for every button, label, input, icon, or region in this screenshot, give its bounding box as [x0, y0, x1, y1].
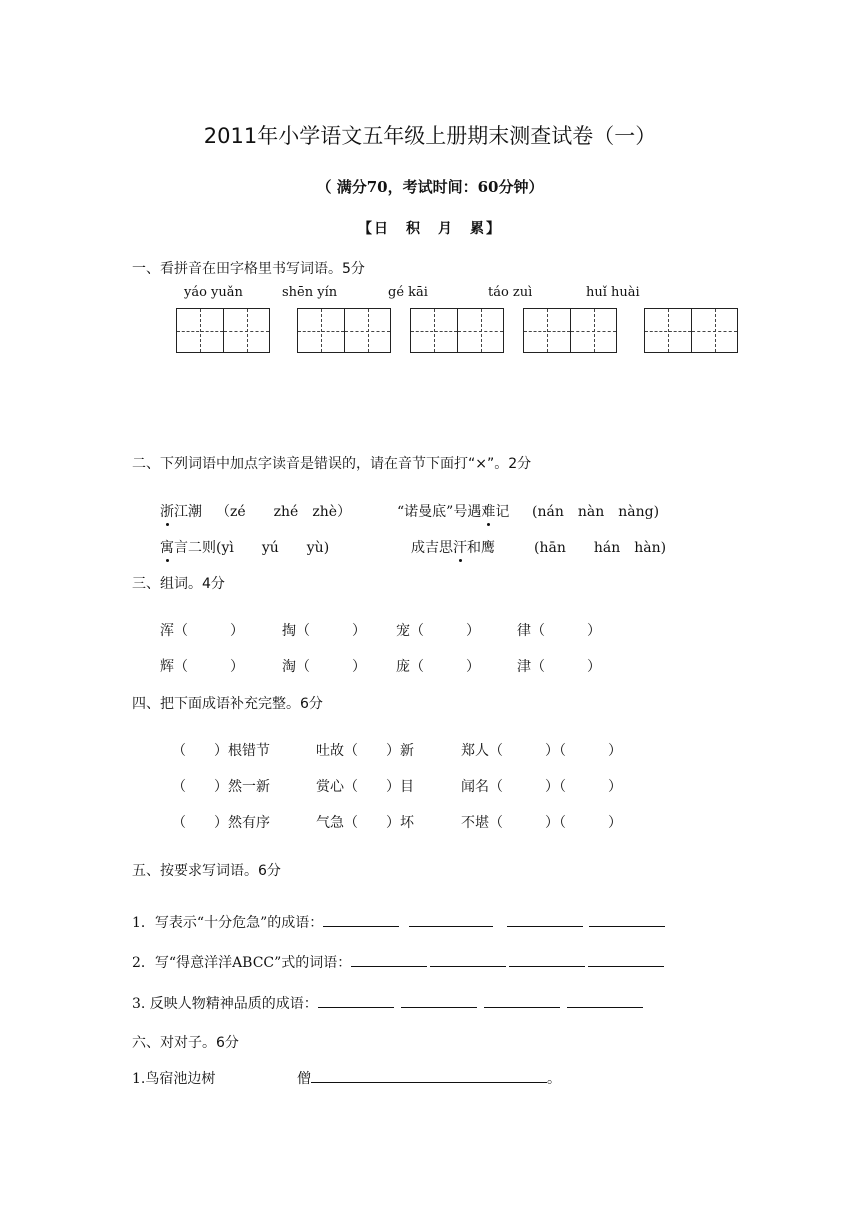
answer-blank[interactable]: [323, 914, 399, 927]
q3-item: 辉（ ）: [160, 659, 244, 675]
answer-blank[interactable]: [588, 954, 664, 967]
q2-item-4: 成吉思汗和鹰: [411, 537, 495, 557]
q4-item: 不堪（ ）（ ）: [461, 815, 622, 831]
q2-item-3-options: (yì yú yù): [216, 540, 330, 556]
q3-item: 宠（ ）: [396, 623, 480, 639]
q4-item: （ ）然一新: [172, 779, 270, 795]
tianzi-grid-4[interactable]: [523, 308, 617, 353]
tianzi-grid-5[interactable]: [644, 308, 738, 353]
q4-item: 闻名（ ）（ ）: [461, 779, 622, 795]
answer-blank[interactable]: [351, 954, 427, 967]
answer-blank[interactable]: [484, 995, 560, 1008]
pinyin-4: táo zuì: [488, 285, 533, 300]
section-1-heading: 一、看拼音在田字格里书写词语。5分: [132, 261, 365, 277]
q2-item-4-options: (hān hán hàn): [534, 540, 667, 556]
answer-blank[interactable]: [318, 995, 394, 1008]
q4-item: （ ）然有序: [172, 815, 270, 831]
q4-item: 郑人（ ）（ ）: [461, 743, 622, 759]
q3-item: 掏（ ）: [282, 623, 366, 639]
q2-item-1: 浙江潮: [160, 501, 202, 521]
q4-item: 吐故（ ）新: [316, 743, 414, 759]
q2-item-2: “诺曼底”号遇难记: [397, 501, 509, 521]
page-subtitle: （ 满分70，考试时间：60分钟）: [316, 178, 544, 196]
q4-item: 赏心（ ）目: [316, 779, 414, 795]
section-5-heading: 五、按要求写词语。6分: [132, 863, 281, 879]
q4-item: 气急（ ）坏: [316, 815, 414, 831]
tianzi-grid-2[interactable]: [297, 308, 391, 353]
q6-item-1-left: 1.鸟宿池边树: [132, 1071, 216, 1087]
q5-item-2: 2．写“得意洋洋ABCC”式的词语：: [132, 952, 664, 972]
q2-item-1-options: （zé zhé zhè）: [216, 504, 352, 520]
answer-blank[interactable]: [567, 995, 643, 1008]
q3-item: 律（ ）: [517, 623, 601, 639]
answer-blank[interactable]: [401, 995, 477, 1008]
q2-item-2-options: (nán nàn nàng): [532, 504, 660, 520]
answer-blank[interactable]: [311, 1070, 547, 1083]
q3-item: 浑（ ）: [160, 623, 244, 639]
dotted-char: 难: [481, 501, 495, 521]
answer-blank[interactable]: [507, 914, 583, 927]
q3-item: 庞（ ）: [396, 659, 480, 675]
answer-blank[interactable]: [430, 954, 506, 967]
page-title: 2011年小学语文五年级上册期末测查试卷（一）: [203, 124, 657, 148]
tianzi-grid-3[interactable]: [410, 308, 504, 353]
q6-item-1-right: 僧 。: [297, 1071, 561, 1087]
section-3-heading: 三、组词。4分: [132, 576, 225, 592]
section-4-heading: 四、把下面成语补充完整。6分: [132, 696, 323, 712]
q2-item-3: 寓言二则: [160, 537, 216, 557]
pinyin-1: yáo yuǎn: [184, 285, 243, 300]
q4-item: （ ）根错节: [172, 743, 270, 759]
section-6-heading: 六、对对子。6分: [132, 1035, 239, 1051]
answer-blank[interactable]: [509, 954, 585, 967]
answer-blank[interactable]: [409, 914, 493, 927]
q3-item: 津（ ）: [517, 659, 601, 675]
section-band: 【日 积 月 累】: [358, 221, 502, 237]
dotted-char: 浙: [160, 501, 174, 521]
pinyin-2: shēn yín: [282, 285, 338, 300]
section-2-heading: 二、下列词语中加点字读音是错误的，请在音节下面打“×”。2分: [132, 456, 532, 472]
pinyin-3: gé kāi: [388, 285, 428, 300]
q5-item-1: 1．写表示“十分危急”的成语：: [132, 912, 665, 932]
dotted-char: 寓: [160, 537, 174, 557]
dotted-char: 汗: [453, 537, 467, 557]
tianzi-grid-1[interactable]: [176, 308, 270, 353]
q5-item-3: 3. 反映人物精神品质的成语：: [132, 993, 643, 1013]
answer-blank[interactable]: [589, 914, 665, 927]
q3-item: 淘（ ）: [282, 659, 366, 675]
pinyin-5: huǐ huài: [586, 285, 640, 300]
